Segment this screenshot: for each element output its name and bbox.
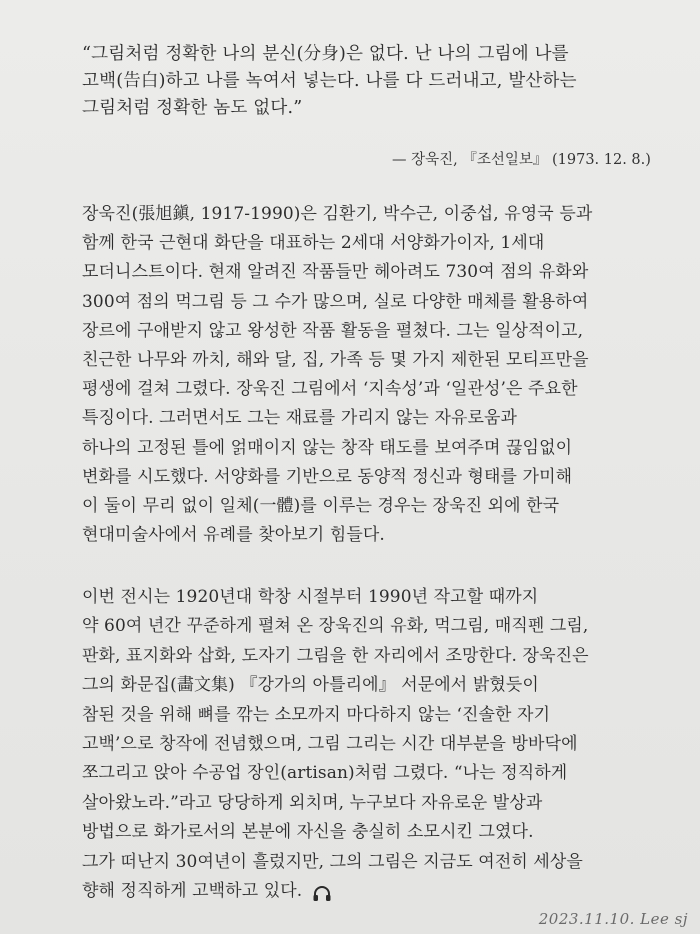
text-line: 장르에 구애받지 않고 왕성한 작품 활동을 펼쳤다. 그는 일상적이고,	[82, 320, 584, 341]
text-line: 그가 떠난지 30여년이 흘렀지만, 그의 그림은 지금도 여전히 세상을	[82, 851, 583, 872]
quote-line: 고백(告白)하고 나를 녹여서 넣는다. 나를 다 드러내고, 발산하는	[82, 71, 577, 91]
text-line: 살아왔노라.”라고 당당하게 외치며, 누구보다 자유로운 발상과	[82, 792, 543, 813]
text-line: 함께 한국 근현대 화단을 대표하는 2세대 서양화가이자, 1세대	[82, 233, 545, 254]
text-line: 판화, 표지화와 삽화, 도자기 그림을 한 자리에서 조망한다. 장욱진은	[82, 645, 589, 666]
paragraph-exhibition	[82, 583, 682, 906]
text-line: 평생에 걸쳐 그렸다. 장욱진 그림에서 ‘지속성’과 ‘일관성’은 주요한	[82, 379, 578, 400]
text-line: 300여 점의 먹그림 등 그 수가 많으며, 실로 다양한 매체를 활용하여	[82, 291, 589, 312]
text-line: 하나의 고정된 틀에 얽매이지 않는 창작 태도를 보여주며 끊임없이	[82, 437, 573, 458]
text-line: 이 둘이 무리 없이 일체(一體)를 이루는 경우는 장욱진 외에 한국	[82, 495, 560, 516]
quote-line: 그림처럼 정확한 놈도 없다.”	[82, 98, 303, 118]
text-line: 쪼그리고 앉아 수공업 장인(artisan)처럼 그렸다. “나는 정직하게	[82, 763, 568, 784]
text-line-content: 향해 정직하게 고백하고 있다.	[82, 880, 303, 901]
quote-source: — 장욱진, 『조선일보』 (1973. 12. 8.)	[392, 152, 651, 168]
photo-signature: 2023.11.10. Lee sj	[538, 910, 688, 928]
text-line: 현대미술사에서 유례를 찾아보기 힘들다.	[82, 525, 385, 546]
text-line: 모더니스트이다. 현재 알려진 작품들만 헤아려도 730여 점의 유화와	[82, 262, 589, 283]
paragraph-intro	[82, 200, 682, 550]
text-line: 변화를 시도했다. 서양화를 기반으로 동양적 정신과 형태를 가미해	[82, 466, 573, 487]
text-line: 친근한 나무와 까치, 해와 달, 집, 가족 등 몇 가지 제한된 모티프만을	[82, 349, 589, 370]
text-line: 특징이다. 그러면서도 그는 재료를 가리지 않는 자유로움과	[82, 408, 518, 429]
text-line: 장욱진(張旭鎭, 1917-1990)은 김환기, 박수근, 이중섭, 유영국 등과	[82, 204, 593, 224]
text-line-last	[82, 877, 682, 906]
headphones-icon[interactable]	[312, 883, 332, 899]
text-line: 방법으로 화가로서의 본분에 자신을 충실히 소모시킨 그였다.	[82, 822, 534, 843]
text-line: 이번 전시는 1920년대 학창 시절부터 1990년 작고할 때까지	[82, 587, 539, 607]
text-line: 약 60여 년간 꾸준하게 펼쳐 온 장욱진의 유화, 먹그림, 매직펜 그림,	[82, 616, 589, 637]
text-line: 참된 것을 위해 뼈를 깎는 소모까지 마다하지 않는 ‘진솔한 자기	[82, 704, 551, 725]
quote-block	[82, 41, 672, 122]
text-line: 고백’으로 창작에 전념했으며, 그림 그리는 시간 대부분을 방바닥에	[82, 733, 578, 754]
quote-line: “그림처럼 정확한 나의 분신(分身)은 없다. 난 나의 그림에 나를	[82, 44, 569, 64]
text-line: 그의 화문집(畵文集) 『강가의 아틀리에』 서문에서 밝혔듯이	[82, 675, 539, 696]
